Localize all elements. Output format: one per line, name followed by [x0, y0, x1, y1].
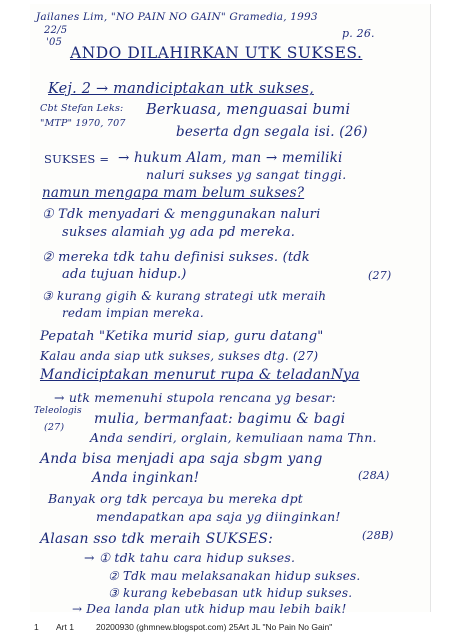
- side-note-author: Cbt Stefan Leks:: [40, 103, 124, 114]
- note-line: Pepatah "Ketika murid siap, guru datang": [40, 329, 324, 344]
- note-line: ③ kurang gigih & kurang strategi utk meraih: [42, 289, 327, 303]
- note-line: Kej. 2 → mandiciptakan utk sukses,: [48, 81, 314, 97]
- year-note: '05: [46, 37, 63, 48]
- note-line: ③ kurang kebebasan utk hidup sukses.: [108, 586, 353, 600]
- side-note-sukses: SUKSES =: [44, 152, 110, 166]
- citation-line: Jailanes Lim, "NO PAIN NO GAIN" Gramedia, 1993: [36, 11, 318, 23]
- note-line: Alasan sso tdk meraih SUKSES:: [40, 531, 274, 547]
- note-line: → utk memenuhi stupola rencana yg besar:: [54, 390, 336, 405]
- note-line: ① Tdk menyadari & menggunakan naluri: [42, 207, 321, 222]
- note-line: → hukum Alam, man → memiliki: [118, 150, 343, 166]
- note-line: Kalau anda siap utk sukses, sukses dtg. (27): [40, 349, 319, 363]
- note-line: mendapatkan apa saja yg diinginkan!: [96, 509, 341, 524]
- footer-bar: [0, 618, 452, 636]
- note-line: → ① tdk tahu cara hidup sukses.: [84, 550, 296, 565]
- note-line: mulia, bermanfaat: bagimu & bagi: [94, 411, 346, 427]
- footer-label: Art 1: [56, 622, 74, 632]
- page-reference: p. 26.: [342, 27, 375, 40]
- side-note-ref-27: (27): [44, 422, 65, 433]
- note-line: Mandiciptakan menurut rupa & teladanNya: [40, 367, 360, 383]
- note-line: Anda sendiri, orglain, kemuliaan nama Thn.: [90, 430, 377, 445]
- note-ref: (27): [368, 269, 392, 282]
- note-line: ada tujuan hidup.): [62, 267, 187, 282]
- note-line: → Dea landa plan utk hidup mau lebih baik!: [72, 602, 347, 616]
- note-line: naluri sukses yg sangat tinggi.: [146, 167, 347, 182]
- date-note: 22/5: [44, 25, 68, 36]
- note-line: Anda inginkan!: [92, 470, 200, 486]
- note-line: Banyak org tdk percaya bu mereka dpt: [48, 491, 303, 506]
- note-line: redam impian mereka.: [62, 306, 204, 320]
- note-line: sukses alamiah yg ada pd mereka.: [62, 225, 296, 240]
- note-line: namun mengapa mam belum sukses?: [42, 185, 305, 201]
- note-line: beserta dgn segala isi. (26): [176, 124, 368, 140]
- side-note-mtp: "MTP" 1970, 707: [40, 118, 126, 129]
- footer-bullet: 1: [34, 622, 39, 632]
- note-line: ② mereka tdk tahu definisi sukses. (tdk: [42, 250, 310, 265]
- footer-source: 20200930 (ghmnew.blogspot.com) 25Art JL "No Pain No Gain": [96, 622, 333, 632]
- page-title: ANDO DILAHIRKAN UTK SUKSES.: [70, 44, 363, 62]
- note-ref: (28B): [362, 529, 394, 542]
- note-ref: (28A): [358, 469, 390, 482]
- side-note-teleologis: Teleologis: [34, 406, 82, 416]
- note-line: Berkuasa, menguasai bumi: [146, 102, 351, 118]
- note-line: Anda bisa menjadi apa saja sbgm yang: [40, 451, 323, 467]
- note-line: ② Tdk mau melaksanakan hidup sukses.: [108, 569, 361, 583]
